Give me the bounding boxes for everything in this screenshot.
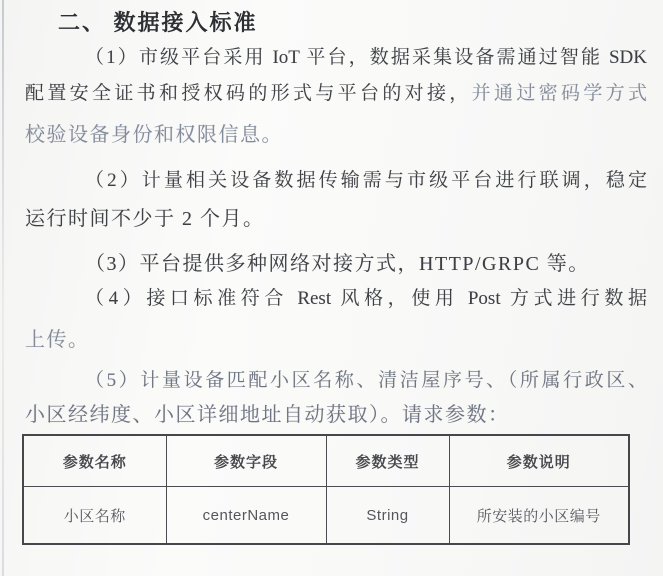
body-text: （5）计量设备匹配小区名称、清洁屋序号、（所属行政区、: [85, 370, 647, 391]
cell-param-desc: 所安装的小区编号: [449, 487, 629, 545]
body-text: （3）平台提供多种网络对接方式，HTTP/GRPC 等。: [85, 253, 590, 275]
body-text: 配置安全证书和授权码的形式与平台的对接，: [25, 83, 472, 104]
section-title: 二、 数据接入标准: [58, 10, 258, 35]
cell-param-field: centerName: [166, 487, 326, 545]
paragraph-4-line-2: [25, 328, 647, 352]
header-cell-param-type: 参数类型: [326, 435, 449, 487]
body-text: 运行时间不少于 2 个月。: [25, 208, 265, 230]
paragraph-4-line-1: [25, 287, 647, 311]
paragraph-5-line-1: [25, 369, 647, 393]
header-cell-param-name: 参数名称: [23, 435, 166, 487]
body-text: （2）计量相关设备数据传输需与市级平台进行联调，稳定: [85, 170, 647, 191]
body-text: 校验设备身份和权限信息。: [25, 124, 283, 146]
paragraph-2-line-2: [25, 207, 647, 231]
body-text: 并通过密码学方式: [471, 83, 647, 104]
cell-param-name: 小区名称: [23, 487, 166, 545]
body-text: 上传。: [25, 329, 90, 351]
table-row: [23, 487, 629, 545]
body-text: 小区经纬度、小区详细地址自动获取）。请求参数：: [25, 404, 510, 426]
paragraph-3-line-1: [25, 252, 647, 276]
page-edge-shadow: [2, 0, 4, 576]
paragraph-1-line-3: [25, 123, 647, 147]
header-cell-param-desc: 参数说明: [449, 435, 629, 487]
body-text: （1）市级平台采用 IoT 平台，数据采集设备需通过智能 SDK: [85, 47, 647, 68]
paragraph-5-line-2: [25, 403, 647, 427]
paragraph-2-line-1: [25, 169, 647, 193]
body-text: （4）接口标准符合 Rest 风格，使用 Post 方式进行数据: [85, 288, 647, 309]
request-params-table: [22, 434, 630, 545]
paragraph-1-line-2: [25, 82, 647, 106]
header-cell-param-field: 参数字段: [166, 435, 326, 487]
paragraph-1-line-1: [25, 46, 647, 70]
cell-param-type: String: [326, 487, 449, 545]
table-header-row: [23, 435, 629, 487]
